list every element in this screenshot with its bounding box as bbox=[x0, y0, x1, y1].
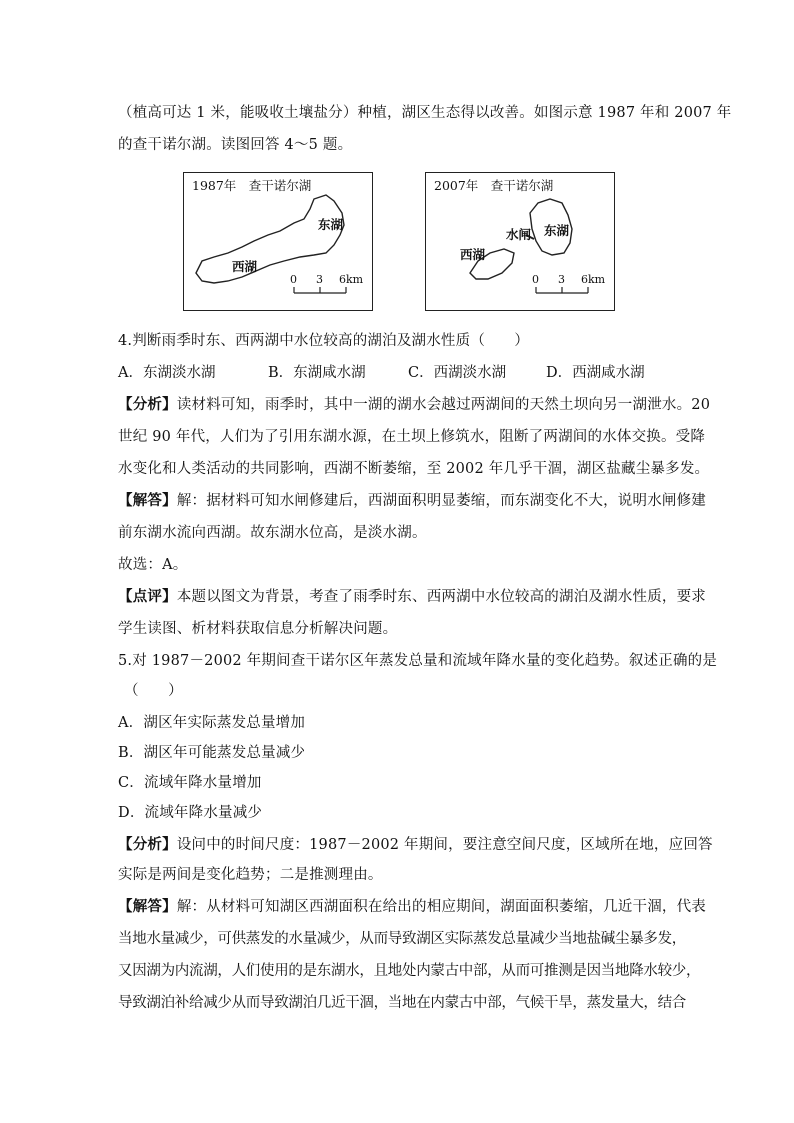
q4-option-d: D．西湖咸水湖 bbox=[546, 365, 645, 381]
map-1987-scale-6: 6km bbox=[339, 273, 364, 286]
q4-answer-line-1 bbox=[118, 491, 707, 511]
q4-option-c: C．西湖淡水湖 bbox=[408, 365, 507, 381]
q5-analysis-line-2: 实际是两间是变化趋势；二是推测理由。 bbox=[118, 867, 383, 883]
map-1987 bbox=[183, 172, 373, 311]
q4-comment-line-2: 学生读图、析材料获取信息分析解决问题。 bbox=[118, 621, 398, 637]
q4-option-b: B．东湖咸水湖 bbox=[268, 365, 366, 381]
map-2007 bbox=[425, 172, 615, 311]
map-2007-scale-0: 0 bbox=[532, 273, 539, 286]
q5-option-b: B．湖区年可能蒸发总量减少 bbox=[118, 745, 306, 761]
intro-line-1: （植高可达 1 米，能吸收土壤盐分）种植，湖区生态得以改善。如图示意 1987 年和 2007 年 bbox=[118, 105, 732, 121]
q4-answer-tag: 【解答】 bbox=[118, 492, 177, 509]
map-1987-scale-0: 0 bbox=[290, 273, 297, 286]
q4-option-a: A．东湖淡水湖 bbox=[118, 365, 216, 381]
q4-analysis-line-1 bbox=[118, 395, 711, 415]
q4-comment-tag: 【点评】 bbox=[118, 588, 177, 605]
q5-option-c: C．流域年降水量增加 bbox=[118, 775, 262, 791]
q5-answer-line-2: 当地水量减少，可供蒸发的水量减少，从而导致湖区实际蒸发总量减少当地盐碱尘暴多发， bbox=[118, 931, 686, 947]
q4-analysis-tag: 【分析】 bbox=[118, 396, 177, 413]
q5-stem-paren: （ ） bbox=[124, 683, 183, 699]
q4-analysis-line-2: 世纪 90 年代，人们为了引用东湖水源，在土坝上修筑水，阻断了两湖间的水体交换。受降 bbox=[118, 429, 706, 445]
map-2007-east-lake-label: 东湖 bbox=[544, 223, 570, 238]
q4-analysis-text-1: 读材料可知，雨季时，其中一湖的湖水会越过两湖间的天然土坝向另一湖泄水。20 bbox=[176, 397, 711, 413]
q5-option-d: D．流域年降水量减少 bbox=[118, 805, 263, 821]
q5-option-a: A．湖区年实际蒸发总量增加 bbox=[118, 715, 306, 731]
q5-analysis-text-1: 设问中的时间尺度：1987－2002 年期间，要注意空间尺度，区域所在地，应回答 bbox=[176, 837, 713, 853]
q4-comment-line-1 bbox=[118, 587, 707, 607]
intro-line-2: 的查干诺尔湖。读图回答 4～5 题。 bbox=[118, 137, 353, 153]
map-1987-lake-shape bbox=[184, 173, 372, 310]
q4-choice: 故选：A。 bbox=[118, 557, 188, 573]
map-1987-east-lake-label: 东湖 bbox=[318, 217, 344, 232]
q5-answer-line-1 bbox=[118, 897, 707, 917]
map-1987-scale-3: 3 bbox=[316, 273, 323, 286]
map-2007-scale-6: 6km bbox=[581, 273, 606, 286]
map-2007-scale-3: 3 bbox=[558, 273, 565, 286]
q4-answer-text-1: 解：据材料可知水闸修建后，西湖面积明显萎缩，而东湖变化不大，说明水闸修建 bbox=[176, 493, 707, 509]
q4-answer-line-2: 前东湖水流向西湖。故东湖水位高，是淡水湖。 bbox=[118, 525, 427, 541]
q5-analysis-tag: 【分析】 bbox=[118, 836, 177, 853]
q5-stem: 5.对 1987－2002 年期间查干诺尔区年蒸发总量和流域年降水量的变化趋势。叙述正确的是 bbox=[118, 653, 718, 669]
q5-answer-text-1: 解：从材料可知湖区西湖面积在给出的相应期间，湖面面积萎缩，几近干涸，代表 bbox=[176, 899, 707, 915]
map-2007-title: 2007年 查干诺尔湖 bbox=[434, 178, 554, 193]
q4-stem: 4.判断雨季时东、西两湖中水位较高的湖泊及湖水性质（ ） bbox=[118, 333, 530, 349]
q4-comment-text-1: 本题以图文为背景，考查了雨季时东、西两湖中水位较高的湖泊及湖水性质，要求 bbox=[176, 589, 707, 605]
map-1987-west-lake-label: 西湖 bbox=[232, 259, 258, 274]
q4-analysis-line-3: 水变化和人类活动的共同影响，西湖不断萎缩，至 2002 年几乎干涸，湖区盐藏尘暴多发。 bbox=[118, 461, 710, 477]
map-1987-title: 1987年 查干诺尔湖 bbox=[192, 178, 312, 193]
map-2007-sluice-label: 水闸 bbox=[506, 227, 532, 242]
q5-answer-line-4: 导致湖泊补给减少从而导致湖泊几近干涸，当地在内蒙古中部，气候干旱，蒸发量大，结合 bbox=[118, 995, 686, 1011]
q5-answer-tag: 【解答】 bbox=[118, 898, 177, 915]
q5-analysis-line-1 bbox=[118, 835, 713, 855]
q5-answer-line-3: 又因湖为内流湖，人们使用的是东湖水，且地处内蒙古中部，从而可推测是因当地降水较少， bbox=[118, 963, 701, 979]
q4-options bbox=[118, 363, 645, 383]
map-2007-west-lake-label: 西湖 bbox=[460, 247, 486, 262]
